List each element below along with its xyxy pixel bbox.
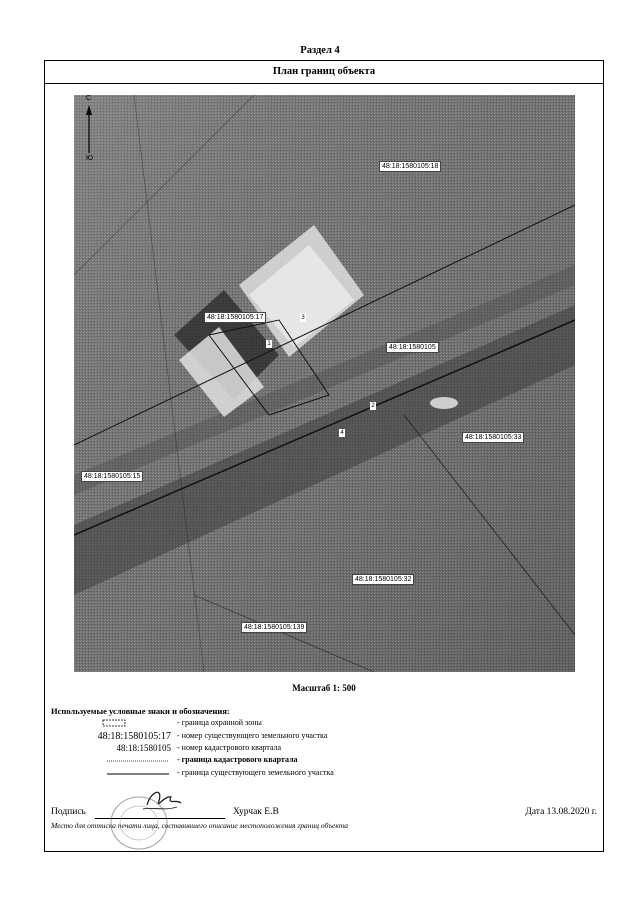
point-2: 2 [371, 403, 375, 409]
signature-date: Дата 13.08.2020 г. [525, 807, 597, 817]
legend-row-parcel-number [51, 731, 591, 742]
point-1: 1 [267, 341, 271, 347]
legend-symbol-parcel-number: 48:18:1580105:17 [97, 731, 171, 742]
compass-south-label: Ю [86, 155, 94, 162]
seal-place-note: Место для оттиска печати лица, составившего описание местоположения границ объекта [51, 821, 349, 830]
label-parcel-18: 48:18:1580105:18 [379, 161, 441, 172]
seal-stamp-image [107, 785, 185, 851]
signatory-name: Хурчак Е.В [233, 807, 279, 817]
document-frame [44, 60, 604, 852]
legend-row-quarter-number [51, 743, 591, 754]
legend-text-quarter-number: - номер кадастрового квартала [177, 743, 282, 752]
point-3-top: 3 [301, 315, 305, 321]
legend-symbol-protection-zone [51, 718, 171, 729]
signature-label: Подпись [51, 807, 86, 817]
label-parcel-33: 48:18:1580105:33 [462, 432, 524, 443]
label-parcel-139: 48:18:1580105:139 [241, 622, 307, 633]
legend-row-parcel-boundary [51, 768, 591, 779]
legend-symbol-parcel-boundary [51, 768, 171, 779]
map-scale: Масштаб 1: 500 [292, 683, 356, 693]
legend-text-parcel-number: - номер существующего земельного участка [177, 731, 328, 740]
legend-symbol-quarter-boundary [51, 755, 171, 766]
legend-row-quarter-boundary [51, 755, 591, 766]
section-title: Раздел 4 [300, 45, 340, 56]
label-quarter: 48:18:1580105 [386, 342, 439, 353]
aerial-map [74, 95, 575, 672]
map-image [74, 95, 575, 672]
point-4: 4 [340, 430, 344, 436]
legend-symbol-quarter-number: 48:18:1580105 [116, 743, 171, 753]
plan-title: План границ объекта [45, 61, 603, 84]
label-parcel-15: 48:18:1580105:15 [81, 471, 143, 482]
label-parcel-32: 48:18:1580105:32 [352, 574, 414, 585]
compass-north-label: С [86, 95, 92, 102]
legend-text-parcel-boundary: - граница существующего земельного участка [177, 768, 334, 777]
legend-row-protection-zone [51, 718, 591, 729]
legend-title: Используемые условные знаки и обозначения: [51, 706, 230, 716]
legend-text-quarter-boundary: - граница кадастрового квартала [177, 755, 298, 764]
legend-text-protection-zone: - граница охранной зоны [177, 718, 262, 727]
north-arrow [84, 95, 104, 170]
label-parcel-17: 48:18:1580105:17 [204, 312, 266, 323]
